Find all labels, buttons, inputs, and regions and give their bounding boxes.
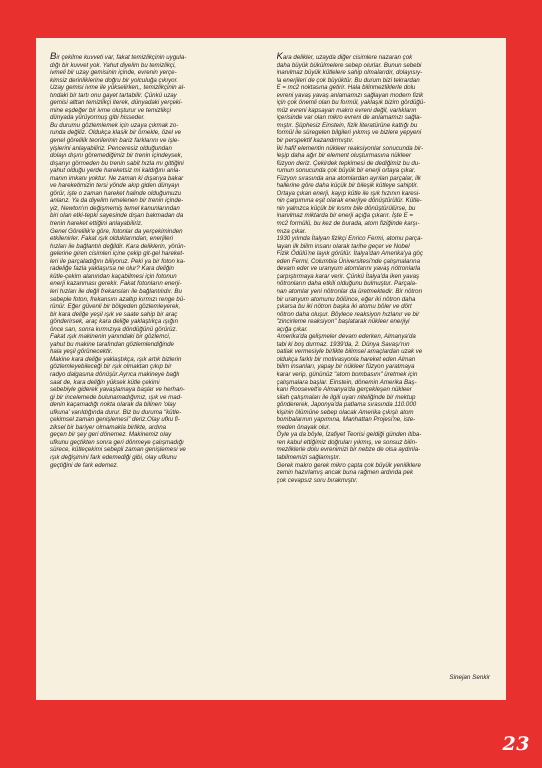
article-line: saat de, kara deliğin yüksek kütle çekimi: [50, 378, 160, 386]
article-line: ivmeli bir uzay gemisinin içinde, evrenin yerçe-: [50, 69, 177, 77]
article-line: Gerek makro gerek mikro çapta çok büyük yeniliklere: [276, 461, 421, 469]
article-line: gözlemleyebileceği bir ışık olmaktan çıkıp bir: [50, 363, 172, 371]
article-line: Kara delikler, uzayda diğer cisimlere nazaran çok: [276, 52, 413, 62]
article-line: Füzyon sırasında ana atomlardan ayrılan parçalar, ilk: [276, 174, 421, 182]
article-line: için çok önemli olan bu formül, yaklaşık bizim gördüğü-: [276, 99, 426, 107]
article-line: tındaki bir tartı onu gayet tartabilir. Çünkü uzay: [50, 91, 177, 99]
article-columns: [50, 52, 492, 692]
article-line: tabilmemizi sağlamıştır.: [276, 453, 341, 461]
article-line: rumun sonucunda çok büyük bir enerji ortaya çıkar.: [276, 167, 416, 175]
article-line: mıştır. Şüphesiz Einstein, fizik literatürüne kattığı bu: [276, 121, 418, 129]
article-line: kütle-çekim alanından kaçabilmesi için fotonun: [50, 272, 177, 280]
article-line: biri olan etki-tepki sayesinde dışarı bakmadan da: [50, 212, 184, 220]
article-column-left: [50, 52, 266, 692]
article-line: formül ile süregelen bilgileri yıkmış ve bizlere yepyeni: [276, 129, 422, 137]
article-line: kimsiz derinliklerine doğru bir yolculuğa çıkıyor.: [50, 76, 179, 84]
article-line: açığa çıkar.: [276, 325, 309, 333]
article-line: gelerine giren cisimleri içine çekip git-gel hareket-: [50, 250, 185, 258]
article-line: ufkuna' varıldığında durur. Biz bu duruma "kütle-: [50, 408, 182, 416]
article-line: la enerjileri de çok büyüktür. Bu durum bizi tekrardan: [276, 76, 420, 84]
article-line: genel görelilik teorilerinin bariz farklarını ve işle-: [50, 137, 180, 145]
article-line: zemin hazırlamış ancak buna rağmen ardında pek: [276, 469, 414, 477]
article-line: ren kabul ettiğimiz doğruları yıkmış, ve sonsuz bilin-: [276, 438, 418, 446]
article-line: etkilenirler. Fakat ışık olduklarından, enerjileri: [50, 235, 173, 243]
article-line: gemisi alttan temizlikçi iterek, dünyadaki yerçeki-: [50, 99, 183, 107]
article-line: anlarız. Ya da diyelim ivmelenen bir trenin içinde-: [50, 197, 184, 205]
article-line: Bir çekilme kuvveti var, fakat temizlikçinin uygula-: [50, 52, 187, 62]
article-line: kişinin ölümüne sebep olacak Amerika çıkışlı atom: [276, 408, 414, 416]
author-signature: Sinejan Senkir: [449, 674, 490, 681]
article-line: İki hafif elementin nükleer reaksiyonlar sonucunda bir-: [276, 144, 424, 152]
article-line: geçen bir şey geri dönemez. Makinemiz olay: [50, 431, 172, 439]
article-line: çok cevapsız soru bırakmıştır.: [276, 476, 358, 484]
article-line: mc2 formülü, bu kez de burada, atom fiziğinde karşı-: [276, 220, 420, 228]
article-line: yahut bu makine tarafından gözlemlendiğinde: [50, 340, 174, 348]
article-line: ışık değişimini fark edemediği gibi, olay ufkunu: [50, 453, 177, 461]
article-line: "zincirleme reaksiyon" başlatarak nükleer enerjiyi: [276, 318, 410, 326]
article-line: silah çalışmaları ile ilgili uyarı niteliğinde bir mektup: [276, 393, 416, 401]
article-line: çekimsel zaman genişlemesi" deriz.Olay ufku fi-: [50, 416, 180, 424]
article-line: hallerine göre daha küçük bir bileşik kütleye sahiptir.: [276, 182, 419, 190]
article-line: leri ile parçaladığını biliyoruz. Peki ya bir foton ka-: [50, 257, 186, 265]
article-line: hızları ile bağlantılı değildir. Kara deliklerin, yörün-: [50, 242, 186, 250]
article-line: tabi ki boş durmaz. 1939'da, 2. Dünya Savaşı'nın: [276, 340, 410, 348]
article-line: kanı Roosevelt'e Almanya'da gerçekleşen nükleer: [276, 386, 412, 394]
drop-cap-letter: K: [276, 52, 283, 62]
article-line: Ortaya çıkan enerji, kayıp kütle ile ışık hızının karesi-: [276, 189, 421, 197]
article-line: Bu durumu gözlemlemek için uzaya çıkmak zo-: [50, 121, 179, 129]
article-line: dışarıyı görmeden bu trenin sabit hızla mı gittiğini: [50, 159, 184, 167]
article-line: sürece, kütleçekimi sebepli zaman genişlemesi ve: [50, 446, 186, 454]
article-line: layan ilk bilim insanı olarak tarihe geçer ve Nobel: [276, 242, 410, 250]
article-line: dünyada yürüyormuş gibi hisseder.: [50, 114, 146, 122]
article-line: sebeple foton, frekansını azaltıp kırmızı renge bü-: [50, 295, 186, 303]
article-line: karar verip, gününüz "atom bombasını" üretmek için: [276, 370, 418, 378]
article-line: runda değiliz. Oldukça klasik bir örnekle, özel ve: [50, 129, 182, 137]
article-line: mıza çıkar.: [276, 227, 307, 235]
drop-cap-letter: B: [50, 52, 57, 62]
article-line: geçtiğini de fark edemez.: [50, 461, 119, 469]
article-line: radeliğe fazla yaklaşırsa ne olur? Kara deliğin: [50, 265, 174, 273]
article-line: gönderirsek, araç kara deliğe yaklaştıkça ışığın: [50, 318, 178, 326]
article-line: radyo dalgasına dönüşür.Ayrıca makineye bağlı: [50, 370, 180, 378]
article-line: bombalarının yapımına, Manhattan Projesi'ne, iste-: [276, 416, 416, 424]
article-line: ve hareketimizin tersi yönde akıp giden dünyayı: [50, 182, 180, 190]
article-line: trenin hareket ettiğini anlayabiliriz.: [50, 220, 143, 228]
article-line: Uzay gemisi ivme ile yükselirken,, temizlikçinin al-: [50, 84, 186, 92]
article-line: nötronların daha etkili olduğunu bulmuştur. Parçala-: [276, 280, 417, 288]
article-line: mine eşdeğer bir ivme oluşturur ve temizlikçi: [50, 106, 171, 114]
article-line: Fizik Ödülü'ne layık görülür. İtalya'dan Amerika'ya göç: [276, 250, 423, 258]
article-line: bir uranyum atomunu bölünce, eğer iki nötron daha: [276, 295, 416, 303]
article-line: yişlerini anlayabiliriz. Penceresiz olduğundan: [50, 144, 172, 152]
article-line: E = mc2 noktasına getirir. Hala bilinmezliklerle dolu: [276, 84, 416, 92]
article-line: mezliklerle dolu evrenimizi bir nebze de olsa aydınla-: [276, 446, 421, 454]
article-line: manın imkanı yoktur. Ne zaman ki dışarıya bakar: [50, 174, 184, 182]
article-line: ufkunu geçtikten sonra geri dönmeye çalışmadığı: [50, 438, 184, 446]
article-line: bir kara deliğe yeşil ışık ve saate sahip bir araç: [50, 310, 178, 318]
article-line: enerji kazanması gerekir. Fakat fotonların enerji-: [50, 280, 182, 288]
article-line: ziksel bir bariyer olmamakla birlikte, ardına: [50, 423, 167, 431]
article-line: nötron daha oluşur. Böylece reaksiyon hızlanır ve bir: [276, 310, 420, 318]
article-line: Öyle ya da böyle, İzafiyet Teorisi geldiği günden itiba-: [276, 431, 422, 439]
page-number: 23: [502, 733, 530, 755]
article-line: gi bir incelemede bulunamadığımız, ışık ve mad-: [50, 393, 183, 401]
article-column-right: [277, 52, 493, 692]
article-line: Fakat ışık makinenin yanındaki bir gözlemci,: [50, 333, 171, 341]
article-line: denin kaçamadığı nokta olarak da bilinen 'olay: [50, 401, 176, 409]
article-line: meden önayak olur.: [276, 423, 331, 431]
article-line: leri hızları ile değil frekansları ile bağlantılıdır. Bu: [50, 287, 182, 295]
article-line: patlak vermesiyle birlikte bilimsel amaçlardan uzak ve: [276, 348, 423, 356]
article-line: inanılmaz miktarda bir enerji açığa çıkarır. İşte E =: [276, 212, 413, 220]
article-line: nin yalnızca küçük bir kısmı bile dönüştürülürse, bu: [276, 204, 416, 212]
article-line: Amerika'da gelişmeler devam ederken, Almanya'da: [276, 333, 416, 341]
article-line: çalışmalara başlar. Einstein, dönemin Amerika Baş-: [276, 378, 417, 386]
article-line: nin çarpımına eşit olarak enerjiye dönüştürülür. Kütle-: [276, 197, 422, 205]
article-line: göndererek, Japonya'da patlama sırasında 110.000: [276, 401, 417, 409]
article-line: inanılmaz büyük kütlelere sahip olmalarıdır, dolayısıy-: [276, 69, 423, 77]
article-line: 1930 yılında İtalyan fizikçi Enrico Fermi, atomu parça-: [276, 235, 423, 243]
article-line: nan atomlar yeni nötronlar da üretmektedir. Bir nötron: [276, 287, 423, 295]
article-line: rünür. Eğer güvenli bir bölgeden gözlemleyerek,: [50, 303, 181, 311]
article-line: daha büyük bükülmelere sebep olurlar. Bunun sebebi: [276, 61, 422, 69]
article-line: füzyon deriz. Çekirdek tepkimesi de dediğimiz bu du-: [276, 159, 421, 167]
article-line: evreni yavaş yavaş anlamamızı sağlayan modern fizik: [276, 91, 424, 99]
article-line: çıkarsa bu iki nötron başka iki atomu böler ve dört: [276, 303, 412, 311]
article-line: görür, işte o zaman hareket halinde olduğumuzu: [50, 189, 182, 197]
article-line: bilim insanları, yapay bir nükleer füzyon yaratmaya: [276, 363, 415, 371]
article-line: oldukça farklı bir motivasyonla hareket eden Alman: [276, 355, 416, 363]
article-line: bir perspektif kazandırmıştır.: [276, 137, 354, 145]
article-line: yiz, Newton'ın değişmemiş temel kanunlarından: [50, 204, 180, 212]
article-line: devam eder ve uranyum atomlarını yavaş nötronlarla: [276, 265, 421, 273]
article-line: dolayı dışını göremediğimiz bir trenin içindeysek,: [50, 152, 183, 160]
article-line: hala yeşil görünecektir.: [50, 348, 113, 356]
article-line: içerisinde var olan mikro evreni de anlamamızı sağla-: [276, 114, 422, 122]
article-line: önce sarı, sonra kırmızıya döndüğünü görürüz.: [50, 325, 178, 333]
article-line: leşip daha ağır bir element oluşturmasına nükleer: [276, 152, 411, 160]
article-line: sebebiyle giderek yavaşlamaya başlar ve herhan-: [50, 386, 185, 394]
article-line: müz evreni kapsayan makro evreni değil, varlıkların: [276, 106, 417, 114]
article-line: dığı bir kuvvet yok. Yahut diyelim bu temizlikçi,: [50, 61, 177, 69]
article-line: çarpıştırmaya karar verir. Çünkü İtalya'da iken yavaş: [276, 272, 420, 280]
article-card: [36, 38, 506, 700]
article-line: yahut olduğu yerde hareketsiz mi kaldığını anla-: [50, 167, 181, 175]
article-line: Genel Görelilik'e göre, fotonlar da yerçekiminden: [50, 227, 183, 235]
article-line: eden Fermi, Columbia Üniversitesi'nde çalışmalarına: [276, 257, 420, 265]
article-line: Makine kara deliğe yaklaştıkça, ışık artık bizlerin: [50, 355, 182, 363]
